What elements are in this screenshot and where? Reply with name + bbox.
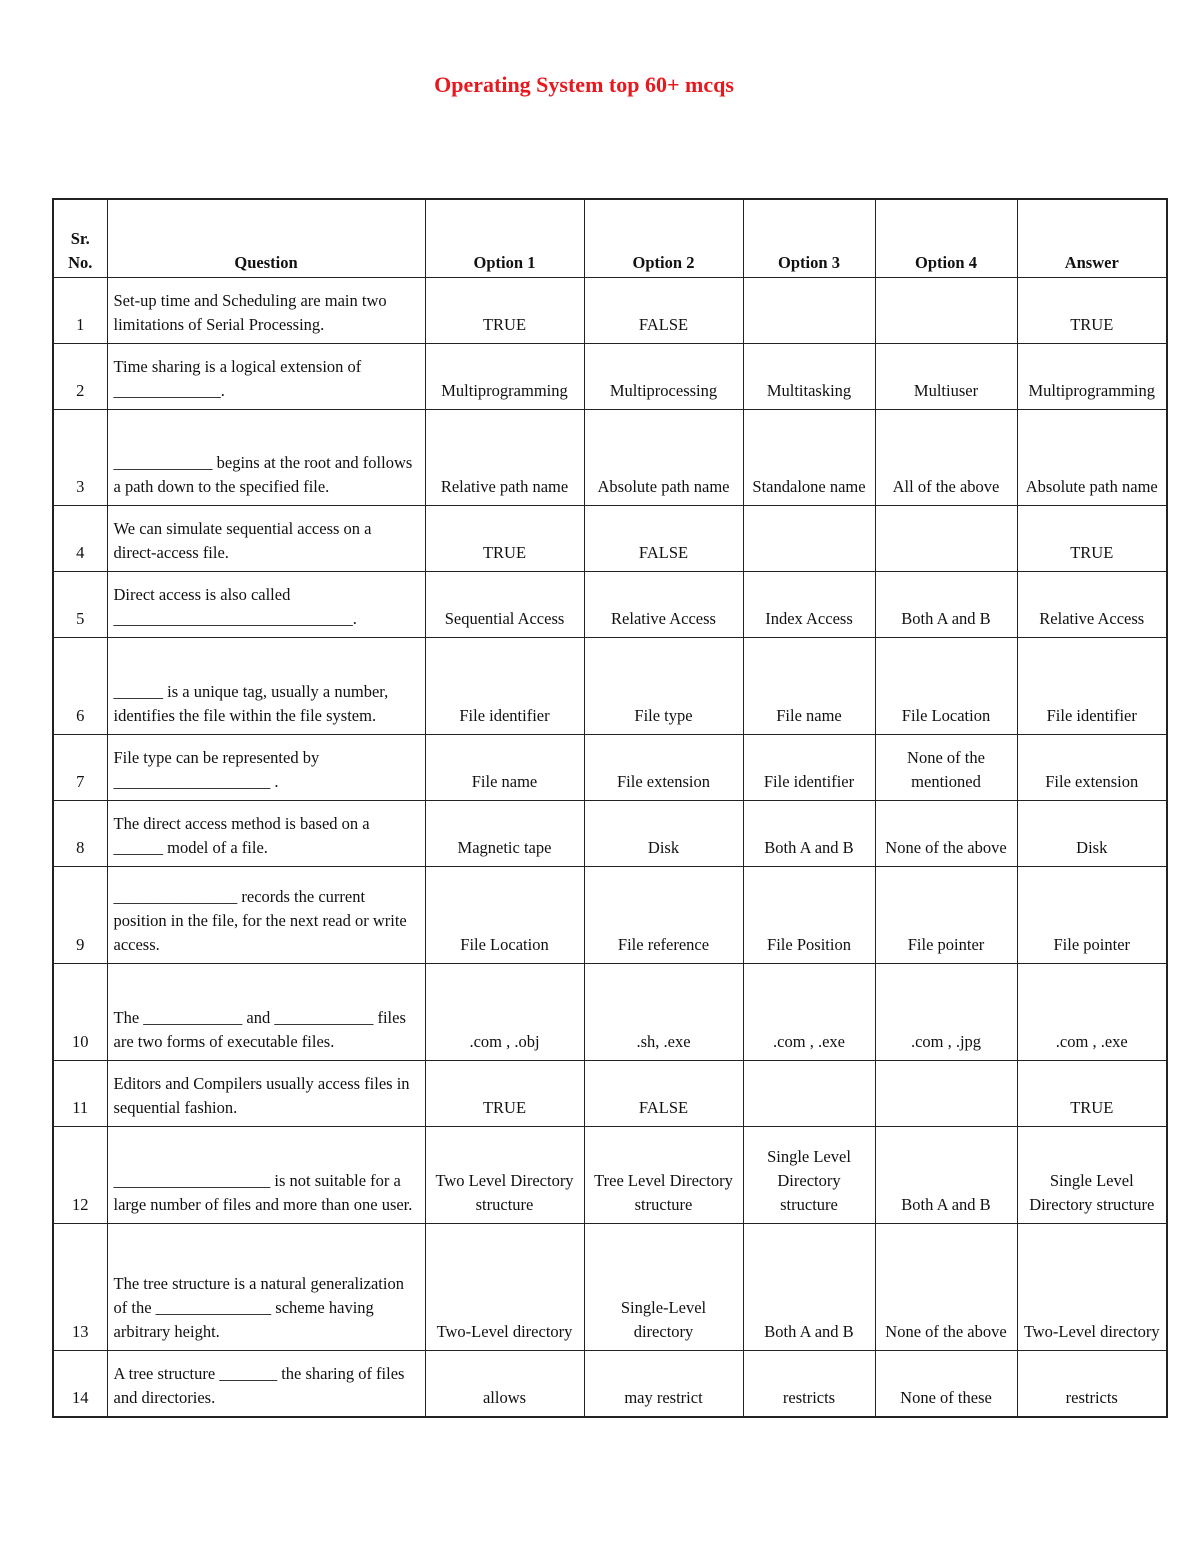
option-1-cell: allows <box>425 1351 584 1417</box>
header-answer: Answer <box>1017 199 1167 278</box>
option-4-cell: File pointer <box>875 867 1017 964</box>
option-4-cell: .com , .jpg <box>875 964 1017 1061</box>
question-cell: Direct access is also called _____________________________. <box>107 572 425 638</box>
option-1-cell: Two Level Directory structure <box>425 1127 584 1224</box>
sr-no-cell: 2 <box>53 344 107 410</box>
option-2-cell: File extension <box>584 735 743 801</box>
sr-no-cell: 7 <box>53 735 107 801</box>
answer-cell: restricts <box>1017 1351 1167 1417</box>
option-2-cell: File type <box>584 638 743 735</box>
option-3-cell <box>743 278 875 344</box>
sr-no-cell: 11 <box>53 1061 107 1127</box>
option-4-cell: All of the above <box>875 410 1017 506</box>
answer-cell: TRUE <box>1017 506 1167 572</box>
table-row <box>53 964 1167 1061</box>
answer-cell: File extension <box>1017 735 1167 801</box>
table-row <box>53 344 1167 410</box>
option-2-cell: FALSE <box>584 278 743 344</box>
option-3-cell <box>743 1061 875 1127</box>
option-3-cell: restricts <box>743 1351 875 1417</box>
header-option-3: Option 3 <box>743 199 875 278</box>
option-1-cell: Relative path name <box>425 410 584 506</box>
mcq-table <box>52 198 1168 1418</box>
question-cell: Set-up time and Scheduling are main two limitations of Serial Processing. <box>107 278 425 344</box>
table-row <box>53 278 1167 344</box>
option-4-cell: None of the above <box>875 801 1017 867</box>
header-option-4: Option 4 <box>875 199 1017 278</box>
header-question: Question <box>107 199 425 278</box>
option-4-cell: None of the above <box>875 1224 1017 1351</box>
option-3-cell <box>743 506 875 572</box>
option-3-cell: File Position <box>743 867 875 964</box>
option-2-cell: Single-Level directory <box>584 1224 743 1351</box>
option-4-cell: Both A and B <box>875 1127 1017 1224</box>
sr-no-cell: 4 <box>53 506 107 572</box>
table-body <box>53 278 1167 1417</box>
option-4-cell <box>875 1061 1017 1127</box>
question-cell: _______________ records the current position in the file, for the next read or write access. <box>107 867 425 964</box>
question-cell: The tree structure is a natural generalization of the ______________ scheme having arbitrary height. <box>107 1224 425 1351</box>
option-3-cell: File identifier <box>743 735 875 801</box>
answer-cell: Disk <box>1017 801 1167 867</box>
question-cell: ___________________ is not suitable for a large number of files and more than one user. <box>107 1127 425 1224</box>
option-3-cell: Index Access <box>743 572 875 638</box>
answer-cell: Single Level Directory structure <box>1017 1127 1167 1224</box>
header-option-2: Option 2 <box>584 199 743 278</box>
option-1-cell: File Location <box>425 867 584 964</box>
table-row <box>53 1061 1167 1127</box>
option-3-cell: Single Level Directory structure <box>743 1127 875 1224</box>
option-1-cell: Sequential Access <box>425 572 584 638</box>
option-1-cell: TRUE <box>425 278 584 344</box>
option-2-cell: Absolute path name <box>584 410 743 506</box>
header-sr-no: Sr. No. <box>53 199 107 278</box>
answer-cell: Multiprogramming <box>1017 344 1167 410</box>
question-cell: The direct access method is based on a ______ model of a file. <box>107 801 425 867</box>
option-1-cell: File name <box>425 735 584 801</box>
option-2-cell: Relative Access <box>584 572 743 638</box>
option-3-cell: .com , .exe <box>743 964 875 1061</box>
table-row <box>53 801 1167 867</box>
option-1-cell: TRUE <box>425 1061 584 1127</box>
option-4-cell: Multiuser <box>875 344 1017 410</box>
option-4-cell <box>875 506 1017 572</box>
table-row <box>53 735 1167 801</box>
option-4-cell: File Location <box>875 638 1017 735</box>
sr-no-cell: 12 <box>53 1127 107 1224</box>
option-1-cell: Magnetic tape <box>425 801 584 867</box>
option-4-cell <box>875 278 1017 344</box>
question-cell: A tree structure _______ the sharing of files and directories. <box>107 1351 425 1417</box>
table-row <box>53 1127 1167 1224</box>
table-row <box>53 572 1167 638</box>
document-title: Operating System top 60+ mcqs <box>434 72 734 97</box>
table-row <box>53 410 1167 506</box>
sr-no-cell: 3 <box>53 410 107 506</box>
header-option-1: Option 1 <box>425 199 584 278</box>
option-2-cell: Multiprocessing <box>584 344 743 410</box>
answer-cell: Two-Level directory <box>1017 1224 1167 1351</box>
answer-cell: .com , .exe <box>1017 964 1167 1061</box>
sr-no-cell: 10 <box>53 964 107 1061</box>
option-2-cell: may restrict <box>584 1351 743 1417</box>
option-4-cell: None of these <box>875 1351 1017 1417</box>
option-1-cell: Two-Level directory <box>425 1224 584 1351</box>
answer-cell: TRUE <box>1017 1061 1167 1127</box>
option-3-cell: File name <box>743 638 875 735</box>
option-2-cell: FALSE <box>584 1061 743 1127</box>
option-1-cell: .com , .obj <box>425 964 584 1061</box>
question-cell: ______ is a unique tag, usually a number, identifies the file within the file system. <box>107 638 425 735</box>
option-1-cell: File identifier <box>425 638 584 735</box>
question-cell: File type can be represented by ___________________ . <box>107 735 425 801</box>
question-cell: The ____________ and ____________ files are two forms of executable files. <box>107 964 425 1061</box>
answer-cell: Relative Access <box>1017 572 1167 638</box>
option-3-cell: Both A and B <box>743 1224 875 1351</box>
header-row <box>53 199 1167 278</box>
option-3-cell: Multitasking <box>743 344 875 410</box>
table-row <box>53 506 1167 572</box>
question-cell: Editors and Compilers usually access files in sequential fashion. <box>107 1061 425 1127</box>
option-3-cell: Both A and B <box>743 801 875 867</box>
option-1-cell: Multiprogramming <box>425 344 584 410</box>
sr-no-cell: 6 <box>53 638 107 735</box>
table-row <box>53 1351 1167 1417</box>
question-cell: We can simulate sequential access on a direct-access file. <box>107 506 425 572</box>
option-4-cell: None of the mentioned <box>875 735 1017 801</box>
sr-no-cell: 9 <box>53 867 107 964</box>
sr-no-cell: 8 <box>53 801 107 867</box>
answer-cell: TRUE <box>1017 278 1167 344</box>
table-row <box>53 638 1167 735</box>
answer-cell: File identifier <box>1017 638 1167 735</box>
option-2-cell: File reference <box>584 867 743 964</box>
option-1-cell: TRUE <box>425 506 584 572</box>
table-row <box>53 867 1167 964</box>
question-cell: Time sharing is a logical extension of _____________. <box>107 344 425 410</box>
question-cell: ____________ begins at the root and follows a path down to the specified file. <box>107 410 425 506</box>
sr-no-cell: 13 <box>53 1224 107 1351</box>
sr-no-cell: 14 <box>53 1351 107 1417</box>
table-header <box>53 199 1167 278</box>
option-2-cell: Disk <box>584 801 743 867</box>
table-row <box>53 1224 1167 1351</box>
option-2-cell: .sh, .exe <box>584 964 743 1061</box>
option-4-cell: Both A and B <box>875 572 1017 638</box>
option-2-cell: FALSE <box>584 506 743 572</box>
sr-no-cell: 5 <box>53 572 107 638</box>
option-2-cell: Tree Level Directory structure <box>584 1127 743 1224</box>
answer-cell: Absolute path name <box>1017 410 1167 506</box>
sr-no-cell: 1 <box>53 278 107 344</box>
answer-cell: File pointer <box>1017 867 1167 964</box>
option-3-cell: Standalone name <box>743 410 875 506</box>
